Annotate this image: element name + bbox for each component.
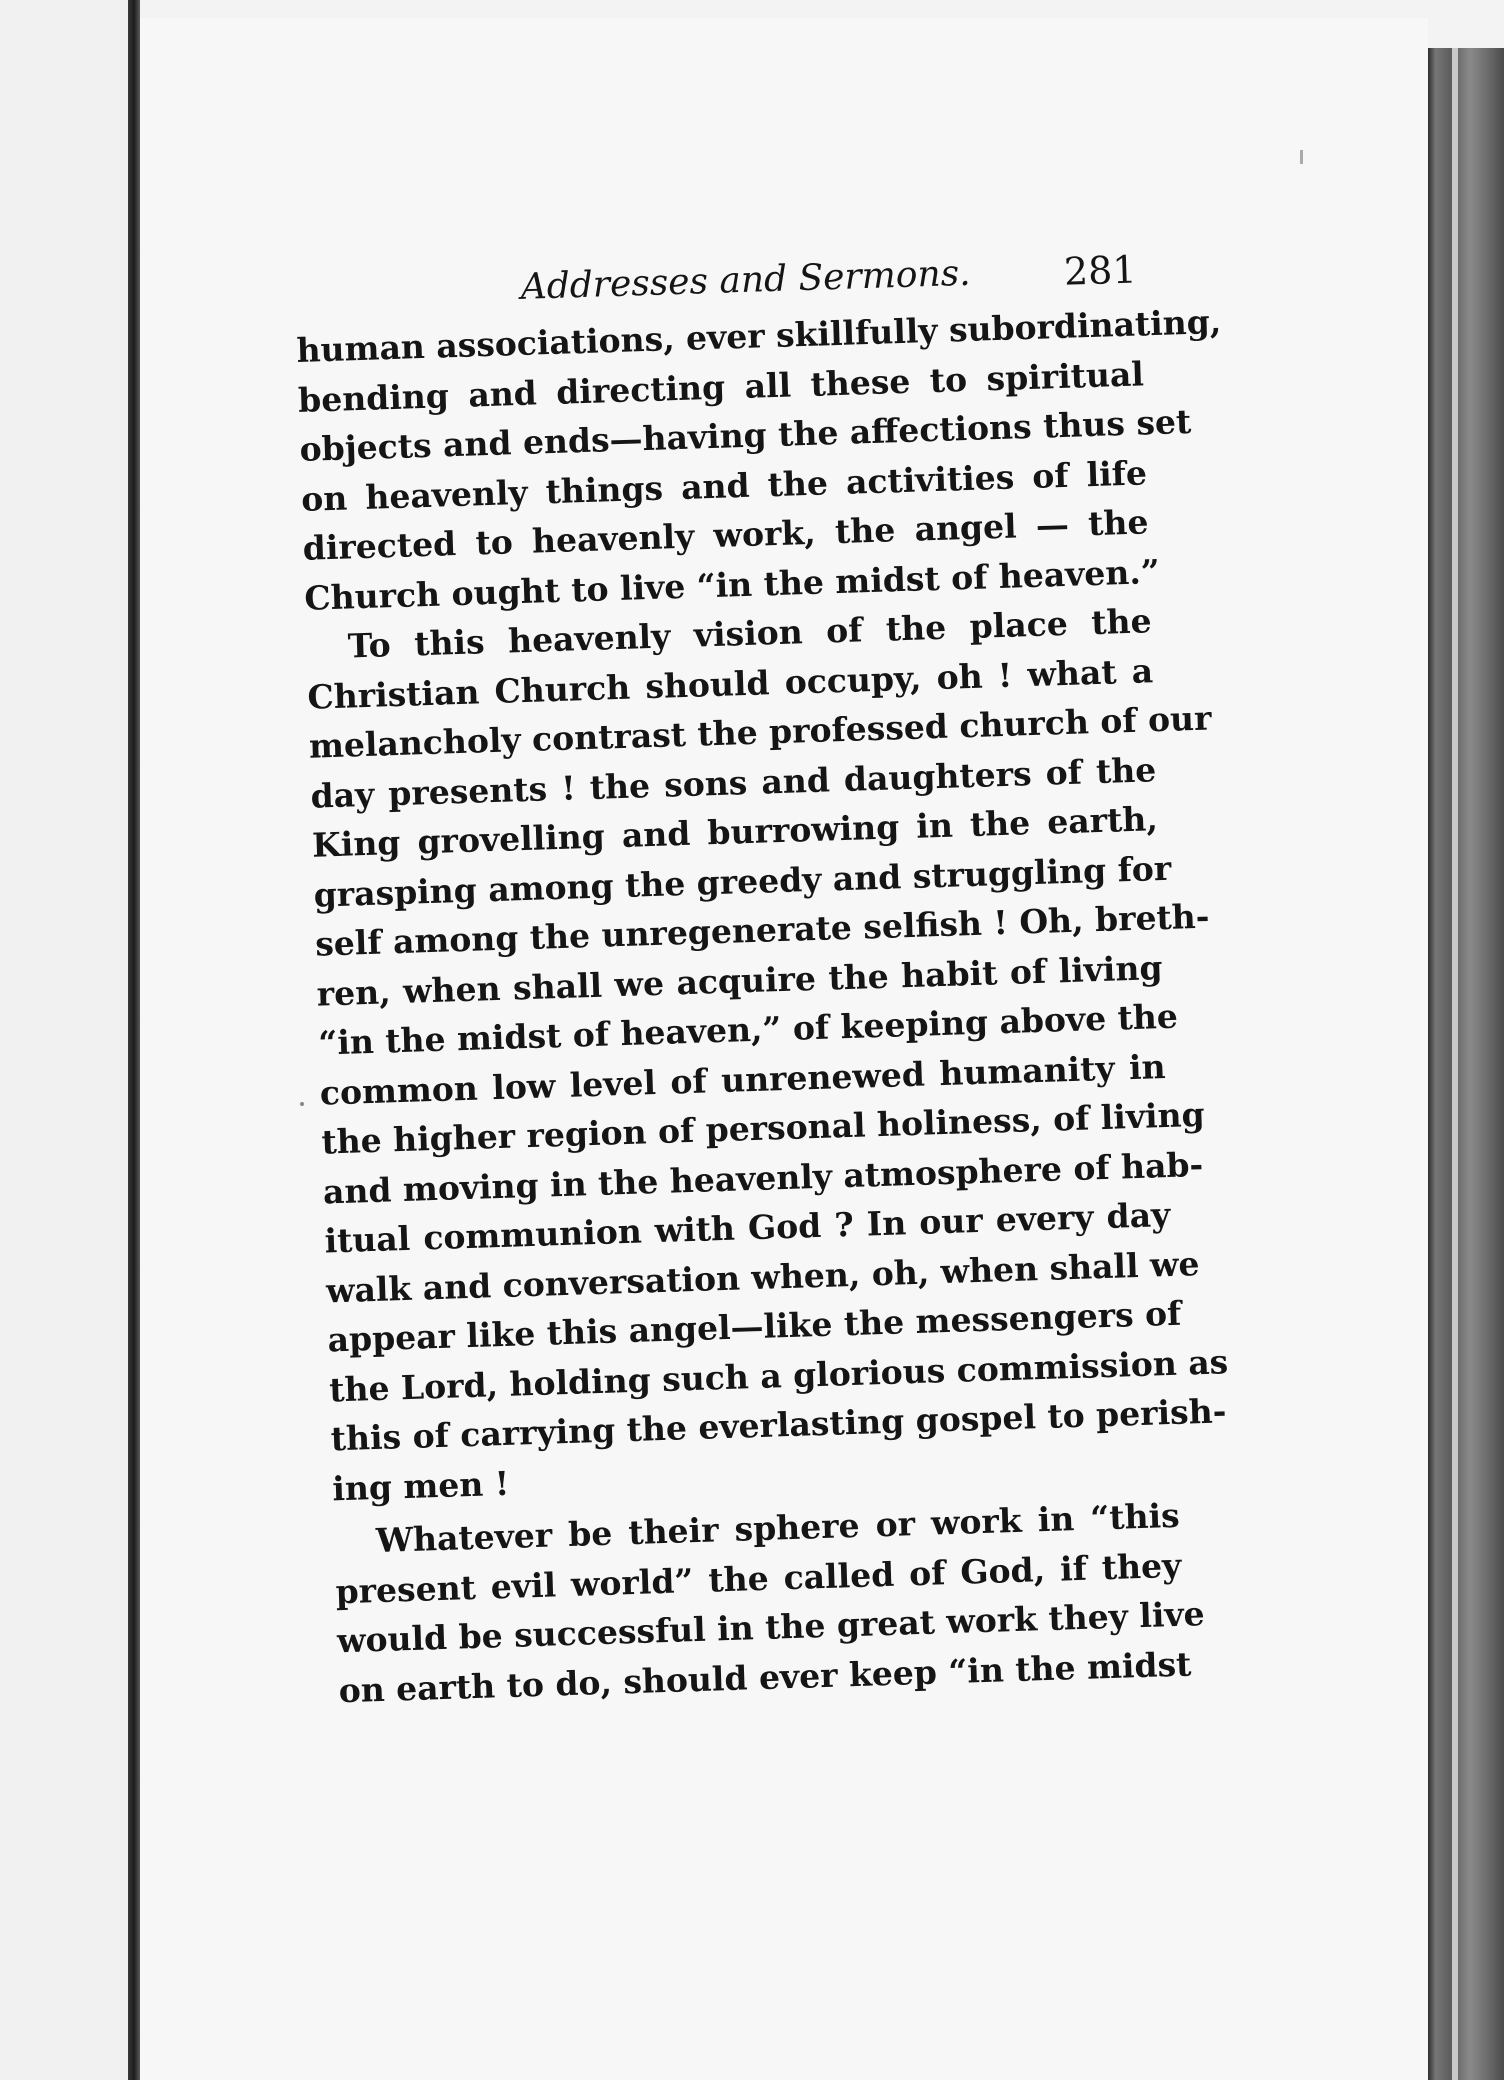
- running-head-title: Addresses and Sermons.: [520, 252, 972, 308]
- text-line: self among the unregenerate selfish ! Oh, breth-: [314, 896, 1210, 964]
- text-line: ren, when shall we acquire the habit of living: [316, 947, 1163, 1014]
- text-line: present evil world” the called of God, if they: [334, 1545, 1182, 1611]
- text-line: common low level of unrenewed humanity in: [319, 1046, 1167, 1113]
- paragraph-1: [295, 299, 1222, 622]
- page-text-block: [294, 241, 1229, 1715]
- text-line: ing men !: [331, 1463, 510, 1508]
- text-line: Church ought to live “in the midst of heaven.”: [303, 551, 1161, 618]
- book-gutter: [128, 0, 140, 2080]
- text-line: on earth to do, should ever keep “in the midst: [338, 1644, 1192, 1710]
- text-line: objects and ends—having the affections thus set: [299, 401, 1192, 469]
- paragraph-3: [333, 1491, 1206, 1715]
- page-number: 281: [1063, 247, 1138, 294]
- text-line: this of carrying the everlasting gospel to perish-: [330, 1391, 1227, 1459]
- text-line: “in the midst of heaven,” of keeping above the: [317, 996, 1179, 1063]
- text-line: melancholy contrast the professed church of our: [308, 698, 1212, 766]
- page-fore-edge: [1428, 48, 1504, 2080]
- text-line: grasping among the greedy and struggling for: [313, 848, 1172, 915]
- dust-speck: [1300, 150, 1303, 164]
- facing-page-edge: [0, 0, 132, 2080]
- text-line: Whatever be their sphere or work in “this: [375, 1495, 1181, 1561]
- page-fore-edge-highlight: [1452, 48, 1458, 2080]
- text-line: King grovelling and burrowing in the earth,: [311, 799, 1159, 865]
- text-line: Christian Church should occupy, oh ! what a: [306, 650, 1154, 717]
- text-line: day presents ! the sons and daughters of the: [309, 749, 1157, 816]
- text-line: itual communion with God ? In our every day: [323, 1194, 1171, 1261]
- text-line: human associations, ever skillfully subordinating,: [295, 301, 1222, 370]
- text-line: directed to heavenly work, the angel — the: [302, 502, 1150, 568]
- paragraph-2: [305, 596, 1229, 1513]
- text-line: appear like this angel—like the messengers of: [327, 1293, 1182, 1360]
- text-line: the Lord, holding such a glorious commission as: [328, 1341, 1229, 1409]
- text-line: walk and conversation when, oh, when shall we: [325, 1243, 1200, 1310]
- text-line: the higher region of personal holiness, of living: [320, 1094, 1206, 1162]
- text-line: To this heavenly vision of the place the: [347, 601, 1153, 666]
- text-line: and moving in the heavenly atmosphere of hab-: [322, 1144, 1204, 1212]
- dust-speck: [300, 1102, 304, 1106]
- text-line: bending and directing all these to spiritual: [297, 353, 1145, 420]
- text-line: on heavenly things and the activities of life: [300, 452, 1148, 519]
- text-line: would be successful in the great work they live: [336, 1594, 1206, 1661]
